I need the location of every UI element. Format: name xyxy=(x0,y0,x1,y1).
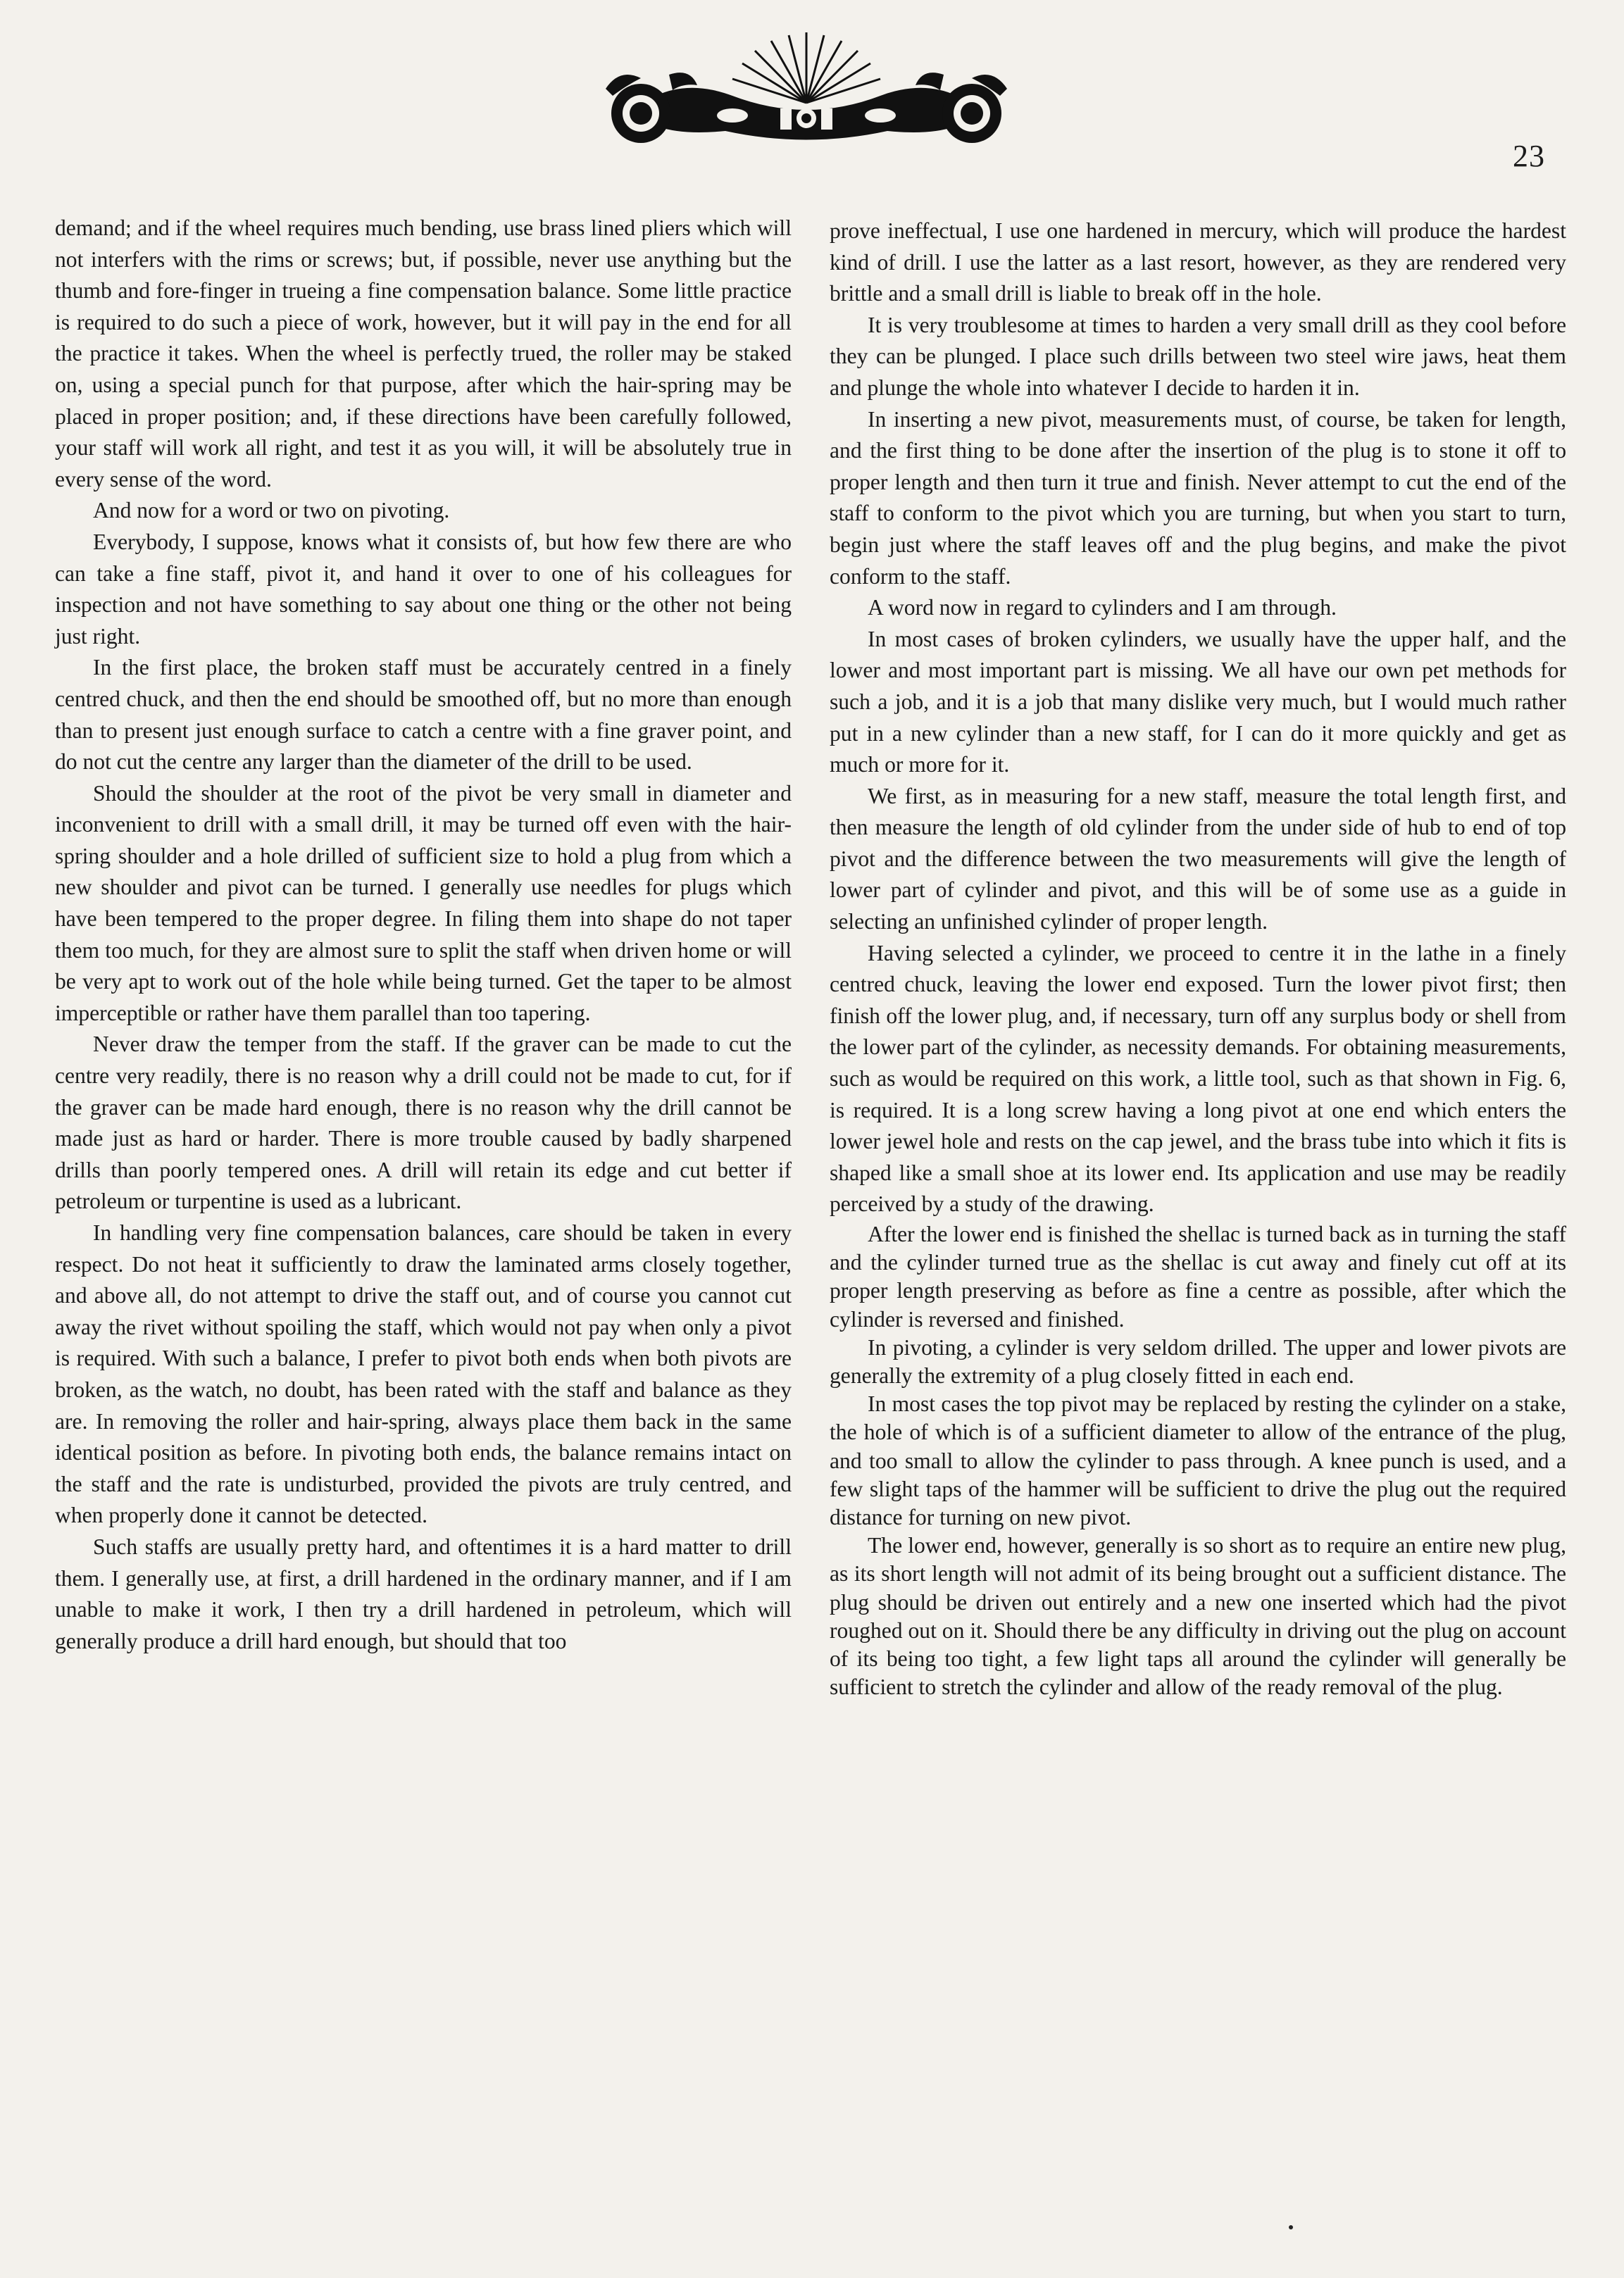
paragraph: In most cases of broken cylinders, we usually have the upper half, and the lower and most important part is missing. We all have our own pet methods for such a job, and it is a job that many dislike very much, but I would much rather put in a new cylinder than a new staff, for I can do it more quickly and get as much or more for it. xyxy=(830,626,1566,777)
paragraph: Should the shoulder at the root of the pivot be very small in diameter and inconvenient to drill with a small drill, it may be turned off even with the hair-spring shoulder and a hole drilled of sufficient size to hold a plug from which a new shoulder and pivot can be turned. I generally use needles for plugs which have been tempered to the proper degree. In filing them into shape do not taper them too much, for they are almost sure to split the staff when driven home or will be very apt to work out of the hole while being turned. Get the taper to be almost imperceptible or rather have them parallel than too tapering. xyxy=(55,780,792,1025)
paragraph: Everybody, I suppose, knows what it consists of, but how few there are who can take a fine staff, pivot it, and hand it over to one of his colleagues for inspection and not have something to say about one thing or the other not being just right. xyxy=(55,529,792,649)
paragraph: In handling very fine compensation balances, care should be taken in every respect. Do not heat it sufficiently to draw the laminated arms closely together, and above all, do not attempt to drive the staff out, and of course you cannot cut away the rivet without spoiling the staff, which would not pay when only a pivot is required. With such a balance, I prefer to pivot both ends when both pivots are broken, as the watch, no doubt, has been rated with the staff and balance as they are. In removing the roller and hair-spring, always place them back in the same identical position as before. In pivoting both ends, the balance remains intact on the staff and the rate is undisturbed, provided the pivots are truly centred, and when properly done it cannot be detected. xyxy=(55,1220,792,1528)
paragraph: In the first place, the broken staff must be accurately centred in a finely centred chuck, and then the end should be smoothed off, but no more than enough than to present just enough surface to catch a centre with a fine graver point, and do not cut the centre any larger than the diameter of the drill to be used. xyxy=(55,655,792,775)
page-number: 23 xyxy=(1513,139,1545,173)
paragraph: Never draw the temper from the staff. If the graver can be made to cut the centre very readily, there is no reason why a drill could not be made to cut, for if the graver can be made hard enough, there is no reason why the drill cannot be made just as hard or harder. There is more trouble caused by badly sharpened drills than poorly tempered ones. A drill will retain its edge and cut better if petroleum or turpentine is used as a lubricant. xyxy=(55,1032,792,1214)
paragraph: Having selected a cylinder, we proceed to centre it in the lathe in a finely centred chuck, leaving the lower end exposed. Turn the lower pivot first; then finish off the lower plug, and, if necessary, turn off any surplus body or shell from the lower part of the cylinder, as necessity demands. For obtaining measurements, such as would be required on this work, a little tool, such as that shown in Fig. 6, is required. It is a long screw having a long pivot at one end which enters the lower jewel hole and rests on the cap jewel, and the brass tube into which it fits is shaped like a small shoe at its lower end. Its application and use may be readily perceived by a study of the drawing. xyxy=(830,940,1566,1217)
paragraph: We first, as in measuring for a new staff, measure the total length first, and then measure the length of old cylinder from the under side of hub to end of top pivot and the difference between the two measurements will give the length of lower part of cylinder and pivot, and this will be of some use as a guide in selecting an unfinished cylinder of proper length. xyxy=(830,783,1566,934)
right-column xyxy=(830,215,1566,1701)
paragraph: In most cases the top pivot may be replaced by resting the cylinder on a stake, the hole of which is of a sufficient diameter to allow of the entrance of the plug, and too small to allow the cylinder to pass through. A knee punch is used, and a few slight taps of the hammer will be sufficient to drive the plug out the required distance for turning on new pivot. xyxy=(830,1391,1566,1530)
paragraph: In pivoting, a cylinder is very seldom drilled. The upper and lower pivots are generally the extremity of a plug closely fitted in each end. xyxy=(830,1334,1566,1389)
paragraph: After the lower end is finished the shellac is turned back as in turning the staff and the cylinder turned true as the shellac is cut away and finely cut off at its proper length preserving as before as fine a centre as possible, after which the cylinder is reversed and finished. xyxy=(830,1222,1566,1332)
paragraph: prove ineffectual, I use one hardened in mercury, which will produce the hardest kind of drill. I use the latter as a last resort, however, as they are rendered very brittle and a small drill is liable to break off in the hole. xyxy=(830,218,1566,306)
left-column xyxy=(55,213,792,1657)
header-ornament xyxy=(592,25,1021,166)
paragraph: The lower end, however, generally is so short as to require an entire new plug, as its short length will not admit of its being brought out a sufficient distance. The plug should be driven out entirely and a new one inserted which had the pivot roughed out on it. Should there be any difficulty in driving out the plug on account of its being too tight, a few light taps all around the cylinder will generally be sufficient to stretch the cylinder and allow of the ready removal of the plug. xyxy=(830,1533,1566,1700)
paragraph: Such staffs are usually pretty hard, and oftentimes it is a hard matter to drill them. I generally use, at first, a drill hardened in the ordinary manner, and if I am unable to make it work, I then try a drill hardened in petroleum, which will generally produce a drill hard enough, but should that too xyxy=(55,1534,792,1653)
paragraph: It is very troublesome at times to harden a very small drill as they cool before they can be plunged. I place such drills between two steel wire jaws, heat them and plunge the whole into whatever I decide to harden it in. xyxy=(830,312,1566,400)
paragraph: And now for a word or two on pivoting. xyxy=(93,498,450,523)
paragraph: A word now in regard to cylinders and I am through. xyxy=(868,595,1337,620)
paragraph: demand; and if the wheel requires much bending, use brass lined pliers which will not interfers with the rims or screws; but, if possible, never use anything but the thumb and fore-finger in trueing a fine compensation balance. Some little practice is required to do such a piece of work, however, but it will pay in the end for all the practice it takes. When the wheel is perfectly trued, the roller may be staked on, using a special punch for that purpose, after which the hair-spring may be placed in proper position; and, if these directions have been carefully followed, your staff will work all right, and test it as you will, it will be absolutely true in every sense of the word. xyxy=(55,215,792,492)
print-speck xyxy=(1289,2225,1293,2229)
paragraph: In inserting a new pivot, measurements must, of course, be taken for length, and the first thing to be done after the insertion of the plug is to stone it off to proper length and then turn it true and finish. Never attempt to cut the end of the staff to conform to the pivot which you are turning, but when you start to turn, begin just where the staff leaves off and the plug begins, and make the pivot conform to the staff. xyxy=(830,406,1566,589)
